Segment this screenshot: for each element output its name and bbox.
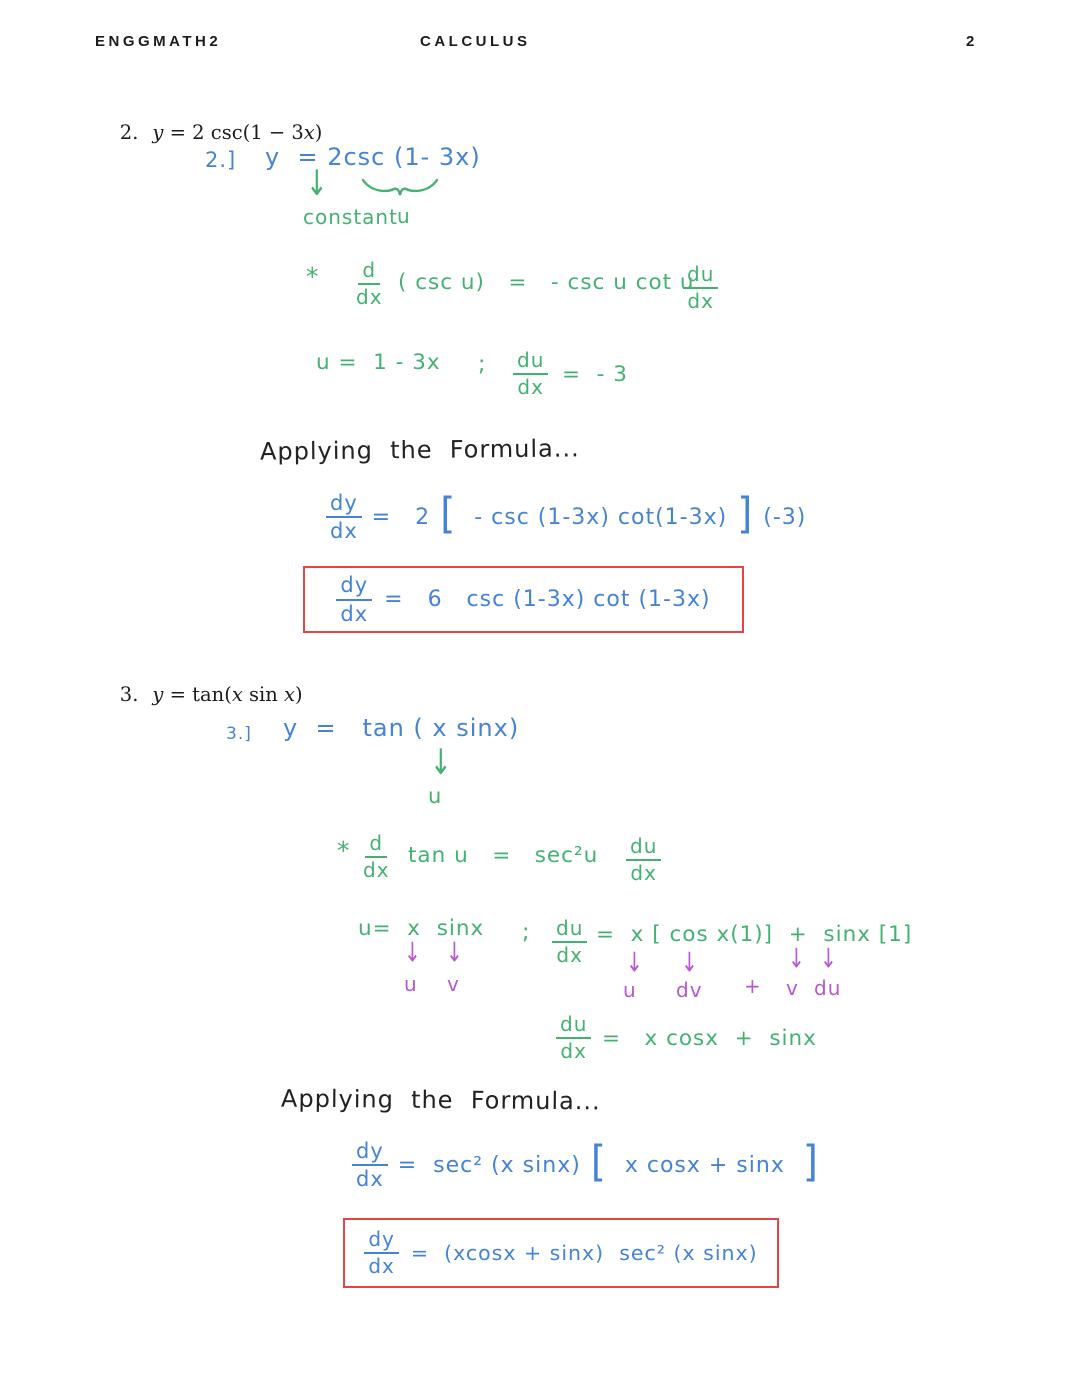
answer-box-problem-2 — [303, 566, 744, 633]
right-bracket: ] — [802, 1137, 819, 1187]
down-arrow-icon: ↓ — [788, 941, 806, 975]
fraction-dy-dx — [326, 492, 362, 542]
problem-3-var-x: x — [284, 683, 296, 706]
frac-numerator: dy — [352, 1140, 388, 1166]
frac-denominator: dx — [687, 289, 714, 313]
fraction-du-dx — [552, 918, 587, 966]
frac-denominator: dx — [517, 375, 544, 399]
frac-denominator: dx — [556, 943, 583, 967]
left-bracket: [ — [590, 1137, 607, 1187]
step-body: x cosx + sinx — [616, 1152, 793, 1178]
problem-3-var-x: x — [231, 683, 243, 706]
down-arrow-icon: ↓ — [626, 945, 644, 979]
left-bracket: [ — [440, 489, 457, 539]
problem-2-var-y: y — [152, 121, 164, 144]
answer-box-problem-3 — [343, 1218, 779, 1288]
hw-problem-2-label: 2.] — [205, 148, 237, 172]
step-tail: (-3) — [763, 504, 807, 530]
problem-3-expr-mid: sin — [242, 683, 285, 706]
fraction-du-dx — [556, 1014, 591, 1062]
fraction-d-dx — [363, 833, 390, 881]
plus-sign: + — [744, 974, 762, 998]
fraction-du-dx — [513, 350, 548, 398]
u-annotation: u — [428, 784, 443, 808]
semicolon: ; — [522, 920, 531, 945]
frac-numerator: du — [513, 350, 548, 375]
u-part-label: u — [623, 978, 637, 1002]
down-arrow-icon: ↓ — [681, 945, 699, 979]
du-dx-value: = - 3 — [562, 362, 628, 387]
hw-problem-3-expr: y = tan ( x sinx) — [283, 714, 520, 742]
step-body: - csc (1-3x) cot(1-3x) — [466, 504, 728, 530]
step-equals: = sec² (x sinx) — [397, 1152, 581, 1178]
tan-rule-body: tan u = sec²u — [408, 843, 599, 868]
constant-annotation: constant — [303, 205, 398, 229]
derivative-step-line — [326, 489, 807, 544]
star-marker: * — [337, 836, 351, 865]
frac-denominator: dx — [363, 858, 390, 882]
frac-numerator: dy — [326, 492, 362, 518]
fraction-dy-dx — [336, 574, 372, 624]
down-arrow-icon: ↓ — [306, 163, 329, 205]
dv-part-label: dv — [676, 978, 703, 1002]
frac-numerator: du — [552, 918, 587, 943]
course-code: ENGGMATH2 — [95, 33, 222, 50]
down-arrow-icon: ↓ — [404, 935, 422, 969]
product-rule-expansion: = x [ cos x(1)] + sinx [1] — [596, 922, 913, 947]
hw-problem-3-label: 3.] — [226, 724, 252, 744]
u-part-label: u — [404, 972, 418, 996]
fraction-d-dx — [356, 260, 383, 308]
right-bracket: ] — [737, 489, 754, 539]
frac-denominator: dx — [560, 1039, 587, 1063]
frac-numerator: du — [626, 836, 661, 861]
frac-denominator: dx — [368, 1254, 395, 1278]
problem-2-var-x: x — [303, 121, 315, 144]
problem-3-expr: = tan( — [163, 683, 232, 706]
u-definition: u = 1 - 3x — [316, 350, 441, 375]
frac-numerator: d — [365, 833, 387, 858]
v-part-label: v — [447, 972, 460, 996]
frac-numerator: d — [358, 260, 380, 285]
fraction-du-dx — [683, 264, 718, 312]
problem-3-number: 3. — [119, 683, 139, 706]
doc-title: CALCULUS — [420, 33, 531, 50]
derivative-step-line — [352, 1137, 819, 1192]
applying-formula-note: Applying the Formula... — [280, 1084, 601, 1116]
fraction-dy-dx — [352, 1140, 388, 1190]
fraction-du-dx — [626, 836, 661, 884]
frac-denominator: dx — [330, 519, 358, 544]
problem-3-statement — [95, 660, 303, 729]
frac-denominator: dx — [340, 601, 369, 626]
frac-denominator: dx — [356, 1167, 384, 1192]
frac-numerator: du — [556, 1014, 591, 1039]
page-number: 2 — [966, 33, 975, 50]
hw-problem-2-expr: y = 2csc (1- 3x) — [265, 143, 481, 171]
frac-numerator: dy — [364, 1229, 399, 1254]
star-marker: * — [306, 262, 320, 291]
fraction-dy-dx — [364, 1229, 399, 1277]
csc-rule-body: ( csc u) = - csc u cot u — [398, 270, 695, 295]
applying-formula-note: Applying the Formula... — [259, 434, 580, 466]
final-answer-2: = 6 csc (1-3x) cot (1-3x) — [384, 587, 711, 612]
frac-denominator: dx — [630, 861, 657, 885]
u-annotation: u — [397, 204, 411, 228]
u-definition: u= x sinx — [358, 916, 485, 941]
problem-3-expr-end: ) — [295, 683, 303, 706]
frac-denominator: dx — [356, 285, 383, 309]
v-part-label: v — [786, 976, 799, 1000]
problem-2-expr-end: ) — [314, 121, 323, 144]
down-arrow-icon: ↓ — [446, 935, 464, 969]
step-equals: = 2 — [371, 504, 431, 530]
frac-numerator: dy — [336, 574, 372, 600]
down-arrow-icon: ↓ — [820, 941, 838, 975]
frac-numerator: du — [683, 264, 718, 289]
final-answer-3: = (xcosx + sinx) sec² (x sinx) — [410, 1241, 758, 1265]
underbrace-icon — [360, 177, 440, 199]
du-part-label: du — [814, 976, 842, 1000]
problem-2-expr: = 2 csc(1 − 3 — [163, 121, 304, 144]
du-dx-result: = x cosx + sinx — [602, 1026, 817, 1051]
down-arrow-icon: ↓ — [430, 742, 453, 784]
semicolon: ; — [478, 352, 487, 377]
problem-2-number: 2. — [119, 121, 139, 144]
problem-3-var-y: y — [152, 683, 164, 706]
